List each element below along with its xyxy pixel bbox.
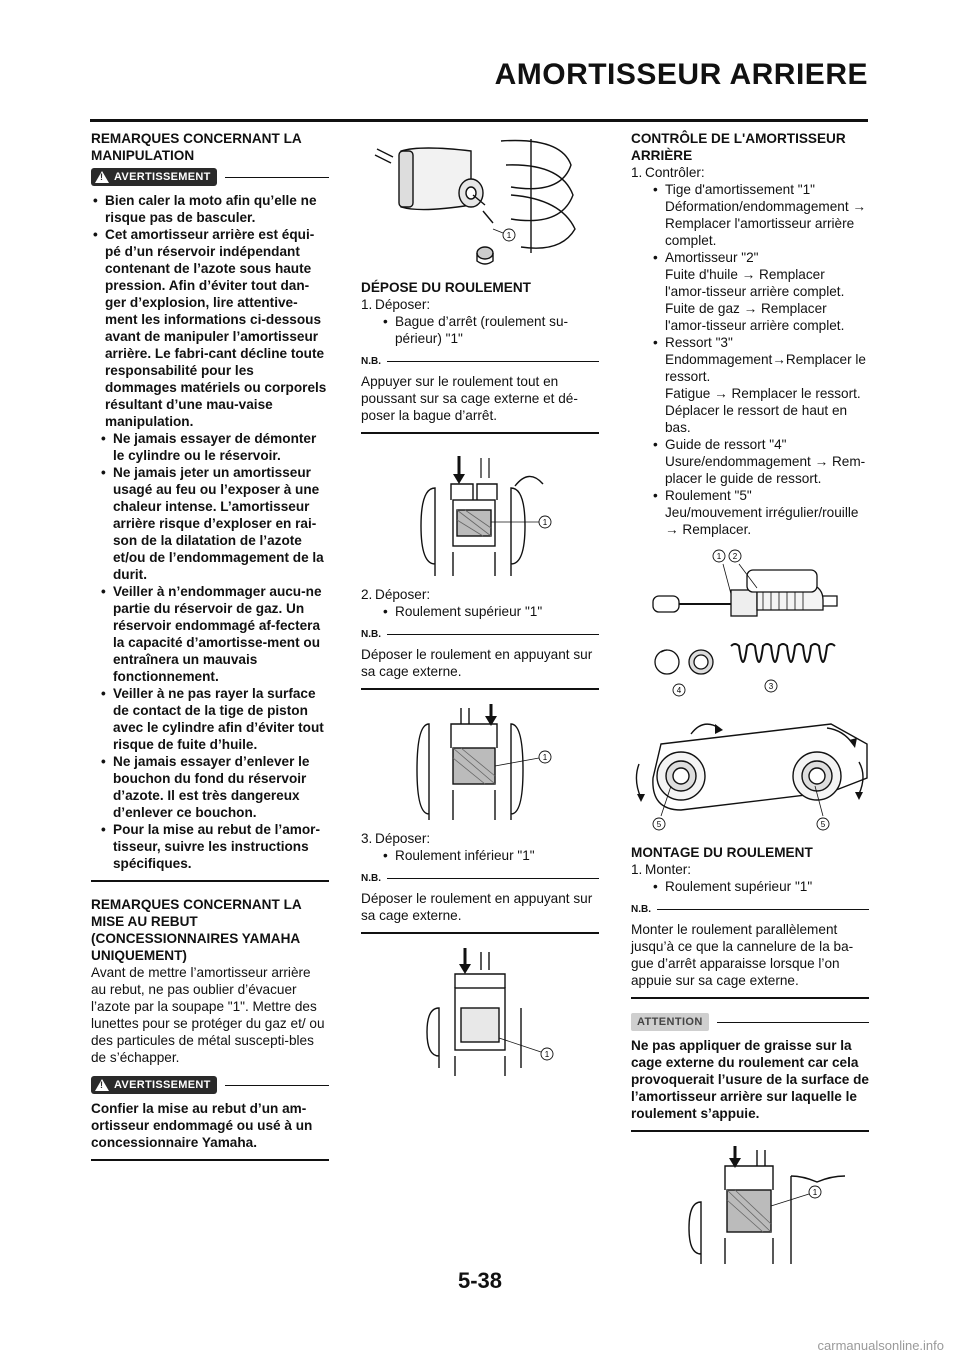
column-2 <box>361 135 599 1078</box>
note-header: N.B. <box>631 901 869 918</box>
warning-triangle-icon: ! <box>95 1079 109 1091</box>
disposal-text: Avant de mettre l’amortisseur arrière au rebut, ne pas oublier d’évacuer l’azote par la soupape "1". Mettre des lunettes pour se protéger du gaz et/ ou des particules de métal suscepti-bles de s’échapper. <box>91 965 325 1065</box>
callout-1: 1 <box>506 231 512 240</box>
callout-5: 5 <box>820 820 826 829</box>
list-item: • Bien caler la moto afin qu’elle ne risque pas de basculer. <box>91 192 329 226</box>
callout-1: 1 <box>542 518 548 527</box>
note-header: N.B. <box>361 626 599 643</box>
note-text: Monter le roulement parallèlement jusqu’à ce que la cannelure de la ba-gue d’arrêt apparaisse lorsque l’on appuie sur sa cage externe. <box>631 922 854 988</box>
callout-1: 1 <box>716 552 722 561</box>
list-item: • Tige d'amortissement "1" Déformation/endommagement → Remplacer l'amortisseur arrière complet. <box>651 181 869 249</box>
lower-bearing-removal-illustration <box>361 948 599 1078</box>
disposal-warning-text: Confier la mise au rebut d’un am-ortisseur endommagé ou usé à un concessionnaire Yamaha. <box>91 1101 313 1150</box>
shock-parts-illustration <box>631 548 869 678</box>
bearing-install-illustration <box>631 1146 869 1266</box>
check-step: 1. Contrôler: • Tige d'amortissement "1" Déformation/endommagement → Remplacer l'amortisseur arrière complet. • Amortisseur "2" Fuite d'huile → Remplacer l'amor-tisseur arrière complet. Fuite de gaz → Remplacer l'amor-tisseur arrière complet. • Ressort "3" Endommagement→Remplacer le ressort. Fatigue → Remplacer le ressort. Déplacer le ressort de haut en bas. • Guide de ressort "4" Usure/endommagement → Rem-placer le guide de ressort. • Roulement "5" Jeu/mouvement irrégulier/rouille → Remplacer. <box>631 164 869 538</box>
bearing-check-illustration <box>631 714 869 844</box>
callout-1: 1 <box>544 1050 550 1059</box>
disposal-heading: REMARQUES CONCERNANT LA MISE AU REBUT (CONCESSIONNAIRES YAMAHA UNIQUEMENT) <box>91 897 302 963</box>
list-item: • Guide de ressort "4" Usure/endommagement → Rem-placer le guide de ressort. <box>651 436 869 487</box>
title-rule <box>90 119 868 122</box>
note-text: Déposer le roulement en appuyant sur sa cage externe. <box>361 891 593 923</box>
list-item: • Ne jamais jeter un amortisseur usagé au feu ou l’exposer à une chaleur intense. L’amortisseur arrière risque d’exploser en rai-son de la dilatation de l’azote et/ou de l’endommagement de la durit. <box>99 464 329 583</box>
install-heading: MONTAGE DU ROULEMENT <box>631 845 813 860</box>
removal-heading: DÉPOSE DU ROULEMENT <box>361 280 531 295</box>
note-text: Déposer le roulement en appuyant sur sa cage externe. <box>361 647 593 679</box>
caution-header <box>631 1013 869 1031</box>
warning-header <box>91 168 329 186</box>
callout-5: 5 <box>656 820 662 829</box>
removal-step-3: 3. Déposer: • Roulement inférieur "1" <box>361 830 599 864</box>
watermark: carmanualsonline.info <box>817 1338 944 1353</box>
list-item: • Ne jamais essayer d’enlever le bouchon du fond du réservoir d’azote. Il est très dangereux d’enlever ce bouchon. <box>99 753 329 821</box>
list-item: • Roulement supérieur "1" <box>651 878 869 895</box>
page-title: AMORTISSEUR ARRIERE <box>494 58 868 91</box>
shock-reservoir-illustration <box>361 135 599 271</box>
page-number: 5-38 <box>457 1268 503 1293</box>
handling-list <box>91 192 329 430</box>
check-heading: CONTRÔLE DE L'AMORTISSEUR ARRIÈRE <box>631 131 846 163</box>
list-item: • Bague d’arrêt (roulement su-périeur) "1" <box>381 313 599 347</box>
warning-badge: ! AVERTISSEMENT <box>91 1076 217 1094</box>
removal-step-2: 2. Déposer: • Roulement supérieur "1" <box>361 586 599 620</box>
list-item: • Roulement supérieur "1" <box>381 603 599 620</box>
callout-2: 2 <box>732 552 738 561</box>
list-item: • Veiller à ne pas rayer la surface de contact de la tige de piston avec le cylindre afin d’éviter tout risque de fuite d’huile. <box>99 685 329 753</box>
column-3 <box>631 130 869 1266</box>
callout-1: 1 <box>542 753 548 762</box>
list-item: • Veiller à n’endommager aucu-ne partie du réservoir de gaz. Un réservoir endommagé af-fectera la capacité d’amortisse-ment ou entraînera un mauvais fonctionnement. <box>99 583 329 685</box>
note-header: N.B. <box>361 353 599 370</box>
upper-bearing-press-illustration <box>361 704 599 822</box>
column-1 <box>91 130 329 1175</box>
warning-triangle-icon: ! <box>95 171 109 183</box>
warning-header <box>91 1076 329 1094</box>
note-header: N.B. <box>361 870 599 887</box>
parts-callouts <box>631 678 869 714</box>
install-step-1: 1. Monter: • Roulement supérieur "1" <box>631 861 869 895</box>
caution-text: Ne pas appliquer de graisse sur la cage externe du roulement car cela provoquerait l’usure de la surface de l’amortisseur arrière sur laquelle le roulement s’appuie. <box>631 1038 869 1121</box>
list-item: • Roulement inférieur "1" <box>381 847 599 864</box>
warning-badge: ! AVERTISSEMENT <box>91 168 217 186</box>
list-item: • Amortisseur "2" Fuite d'huile → Remplacer l'amor-tisseur arrière complet. Fuite de gaz → Remplacer l'amor-tisseur arrière complet. <box>651 249 869 334</box>
upper-bearing-removal-illustration <box>361 448 599 578</box>
callout-4: 4 <box>676 686 682 695</box>
caution-badge: ATTENTION <box>631 1013 709 1031</box>
callout-1: 1 <box>812 1188 818 1197</box>
handling-heading: REMARQUES CONCERNANT LA MANIPULATION <box>91 131 302 163</box>
list-item: • Ne jamais essayer de démonter le cylindre ou le réservoir. <box>99 430 329 464</box>
list-item: • Pour la mise au rebut de l’amor-tisseur, suivre les instructions spécifiques. <box>99 821 329 872</box>
callout-3: 3 <box>768 682 774 691</box>
removal-step-1: 1. Déposer: • Bague d’arrêt (roulement su-périeur) "1" <box>361 296 599 347</box>
note-text: Appuyer sur le roulement tout en poussant sur sa cage externe et dé-poser la bague d’arrêt. <box>361 374 578 423</box>
handling-sublist <box>91 430 329 872</box>
list-item: • Cet amortisseur arrière est équi-pé d’un réservoir indépendant contenant de l’azote sous haute pression. Afin d’éviter tout dan-ger d’explosion, lire attentive-ment les informations ci-dessous avant de manipuler l’amortisseur arrière. Le fabri-cant décline toute responsabilité pour les dommages matériels ou corporels résultant d’une mau-vaise manipulation. <box>91 226 329 430</box>
list-item: • Ressort "3" Endommagement→Remplacer le ressort. Fatigue → Remplacer le ressort. Déplacer le ressort de haut en bas. <box>651 334 869 436</box>
list-item: • Roulement "5" Jeu/mouvement irrégulier/rouille → Remplacer. <box>651 487 869 538</box>
